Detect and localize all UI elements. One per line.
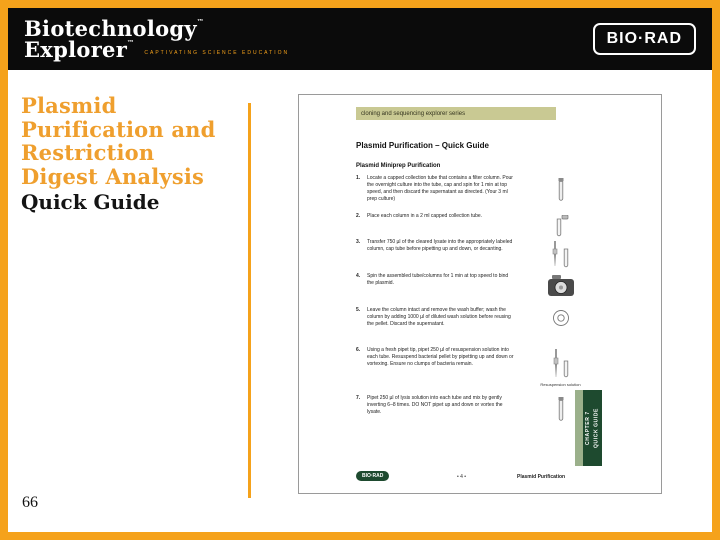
steps-list [356, 175, 606, 425]
step-item [356, 175, 606, 213]
step-text: Spin the assembled tube/columns for 1 min at top speed to bind the plasmid. [367, 273, 509, 286]
trademark-symbol: ™ [196, 16, 205, 26]
biotechnology-explorer-logo [24, 15, 290, 62]
step-text: Leave the column intact and remove the wash buffer; wash the column by adding 1000 µl of diluted wash solution before reusing the pellet. Discard the supernatant. [367, 307, 511, 327]
icon-caption: Resuspension solution [540, 382, 581, 387]
step-item [356, 213, 606, 239]
microtube-icon [515, 175, 606, 213]
slide-content [8, 8, 712, 532]
step-item [356, 307, 606, 347]
step-item [356, 239, 606, 273]
step-item [356, 347, 606, 395]
slide-title [21, 94, 246, 214]
step-number: 2. [356, 213, 361, 219]
slide-page-number: 66 [22, 494, 38, 511]
step-text: Locate a capped collection tube that contains a filter column. Pour the overnight culture into the tube, cap and spin for 1 min at top speed, and then discard the supernatant as directed. (Your 3 ml prep culture) [367, 175, 513, 202]
logo-tagline: CAPTIVATING SCIENCE EDUCATION [144, 50, 290, 57]
title-line: Purification and [21, 116, 216, 142]
footer-document-name: Plasmid Purification [517, 474, 566, 480]
step-item [356, 395, 606, 425]
step-text: Pipet 250 µl of lysis solution into each tube and mix by gently inverting 6–8 times. DO NOT pipet up and down or vortex the lysate. [367, 395, 503, 415]
logo-line1: Biotechnology [24, 15, 197, 41]
slide-subtitle: Quick Guide [21, 190, 160, 215]
spin-column-icon [515, 307, 606, 347]
section-heading: Plasmid Miniprep Purification [356, 163, 441, 169]
series-banner: cloning and sequencing explorer series [356, 107, 556, 120]
chapter-tab-line2: QUICK GUIDE [593, 408, 600, 448]
capped-tube-icon [515, 213, 606, 239]
step-number: 3. [356, 239, 361, 245]
title-line: Restriction [21, 140, 155, 166]
footer-page-number: • 4 • [457, 474, 467, 480]
title-line: Digest Analysis [21, 163, 205, 189]
step-text: Place each column in a 2 ml capped collection tube. [367, 213, 483, 219]
quick-guide-page [298, 94, 662, 494]
step-number: 6. [356, 347, 361, 353]
step-item [356, 273, 606, 307]
trademark-symbol: ™ [127, 38, 135, 47]
step-number: 4. [356, 273, 361, 279]
centrifuge-icon [515, 273, 606, 307]
step-number: 1. [356, 175, 361, 181]
chapter-tab [575, 390, 602, 466]
header-bar [8, 8, 712, 70]
chapter-tab-body [583, 390, 602, 466]
footer-bio-rad-logo: BIO·RAD [356, 471, 389, 481]
pipette-icon [515, 347, 606, 395]
logo-line2: Explorer [24, 37, 128, 62]
bio-rad-logo: BIO·RAD [593, 23, 696, 55]
chapter-tab-line1: CHAPTER 7 [585, 411, 591, 445]
step-number: 5. [356, 307, 361, 313]
step-text: Transfer 750 µl of the cleared lysate into the appropriately labeled column, cap tube before pipetting up and down, or decanting. [367, 239, 513, 252]
title-line: Plasmid [21, 93, 117, 118]
step-text: Using a fresh pipet tip, pipet 250 µl of resuspension solution into each tube. Resuspend bacterial pellet by pipetting up and down or vortexing. Ensure no clumps of bacteria remain. [367, 347, 514, 367]
pipette-tube-icon [515, 239, 606, 273]
document-title: Plasmid Purification – Quick Guide [356, 141, 489, 150]
chapter-tab-stripe [575, 390, 583, 466]
step-number: 7. [356, 395, 361, 401]
vertical-divider [248, 103, 251, 498]
